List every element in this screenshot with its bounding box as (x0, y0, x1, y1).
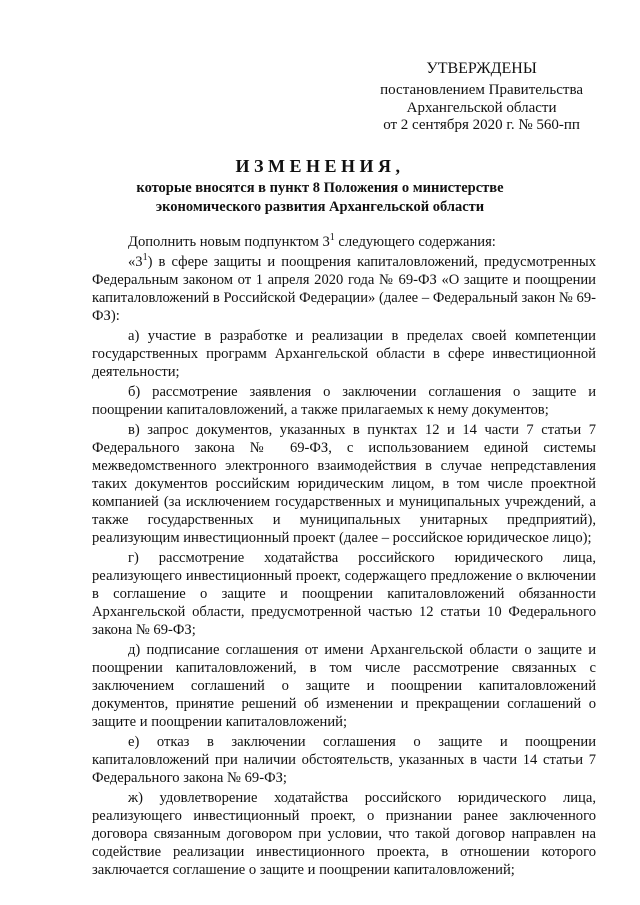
item-b-paragraph: б) рассмотрение заявления о заключении соглашения о защите и поощрении капиталовложений, а также прилагаемых к нему документов; (92, 384, 596, 418)
item-zh-paragraph: ж) удовлетворение ходатайства российского юридического лица, реализующего инвестиционный проект, о признании ранее заключенного договора связанным договором при условии, что такой договор направлен на содействие реализации инвестиционного проекта, в отношении которого заключается соглашение о защите и поощрении капиталовложений; (92, 790, 596, 878)
item-d-paragraph: д) подписание соглашения от имени Архангельской области о защите и поощрении капиталовложений, в том числе рассмотрение связанных с заключением соглашений о защите и поощрении капиталовложений документов, принятие решений об изменении и прекращении соглашений о защите и поощрении капиталовложений; (92, 642, 596, 730)
document-subtitle-line-2: экономического развития Архангельской области (155, 199, 485, 215)
approval-heading: УТВЕРЖДЕНЫ (426, 60, 537, 77)
document-title: ИЗМЕНЕНИЯ, (235, 156, 405, 176)
approval-stamp-block (380, 60, 583, 135)
intro-paragraph (92, 233, 596, 251)
item-g-paragraph: г) рассмотрение ходатайства российского юридического лица, реализующего инвестиционный проект, содержащего предложение о включении в соглашение о защите и поощрении капиталовложений обязанности Архангельской области, предусмотренной частью 12 статьи 10 Федерального закона № 69-ФЗ; (92, 550, 596, 638)
intro-superscript: 1 (329, 232, 335, 244)
item-3-1-prefix: «3 (128, 254, 143, 270)
document-body (92, 233, 596, 881)
approval-line-2: Архангельской области (406, 99, 557, 116)
item-v-paragraph: в) запрос документов, указанных в пунктах 12 и 14 части 7 статьи 7 Федерального закона № 69-ФЗ, с использованием единой системы межведомственного электронного взаимодействия в случае непредставления таких документов российским юридическим лицом, в том числе проектной компанией (за исключением государственных и муниципальных учреждений, а также государственных и муниципальных унитарных предприятий), реализующим инвестиционный проект (далее – российское юридическое лицо); (92, 422, 596, 546)
item-e-paragraph: е) отказ в заключении соглашения о защите и поощрении капиталовложений при наличии обстоятельств, указанных в части 14 статьи 7 Федерального закона № 69-ФЗ; (92, 734, 596, 786)
approval-line-1: постановлением Правительства (380, 82, 583, 98)
intro-text: Дополнить новым подпунктом 3 (128, 234, 330, 250)
document-subtitle-line-1: которые вносятся в пункт 8 Положения о министерстве (136, 180, 504, 196)
item-3-1-text: ) в сфере защиты и поощрения капиталовложений, предусмотренных Федеральным законом от 1 апреля 2020 года № 69-ФЗ «О защите и поощрении капиталовложений в Российской Федерации» (далее – Федеральный закон № 69-ФЗ): (92, 254, 596, 324)
approval-line-3: от 2 сентября 2020 г. № 560-пп (383, 117, 580, 133)
item-a-paragraph: а) участие в разработке и реализации в пределах своей компетенции государственных программ Архангельской области в сфере инвестиционной деятельности; (92, 328, 596, 380)
intro-text-end: следующего содержания: (334, 234, 496, 250)
document-title-block (92, 155, 548, 217)
item-3-1-paragraph (92, 253, 596, 325)
item-3-1-superscript: 1 (142, 252, 148, 264)
